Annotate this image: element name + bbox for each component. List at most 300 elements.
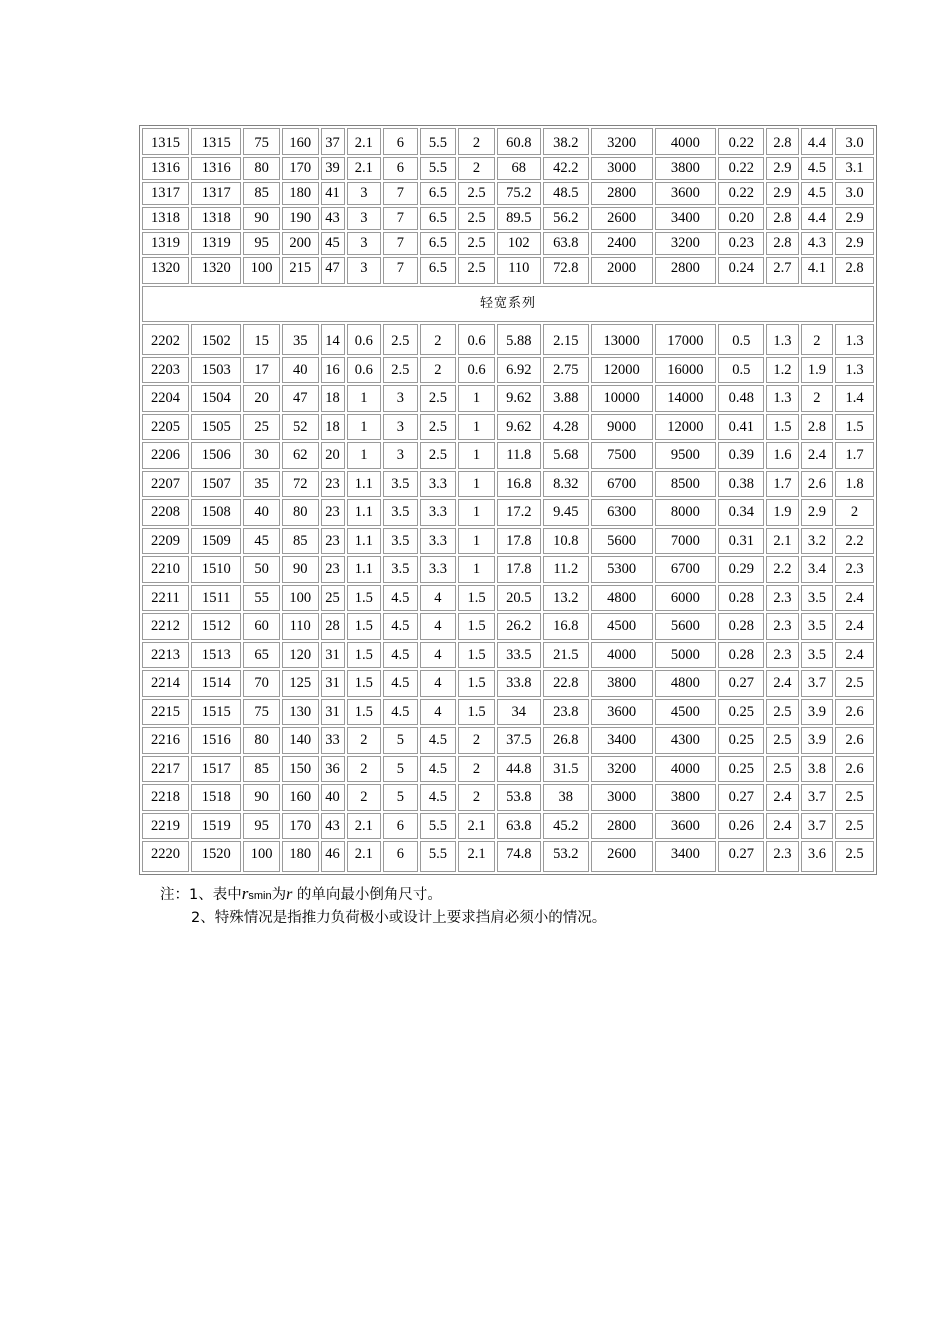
table-cell: 3.5 <box>383 556 418 583</box>
table-cell: 33.8 <box>497 670 541 697</box>
table-cell: 2.1 <box>458 841 495 872</box>
table-cell: 3 <box>383 385 418 412</box>
table-row <box>142 499 874 526</box>
table-cell: 1.5 <box>458 642 495 669</box>
section-header <box>142 286 874 322</box>
table-cell: 1.4 <box>835 385 874 412</box>
table-cell: 3 <box>347 182 382 205</box>
table-cell: 4 <box>420 613 457 640</box>
table-cell: 2800 <box>591 182 653 205</box>
table-cell: 31.5 <box>543 756 589 783</box>
table-cell: 6 <box>383 813 418 840</box>
table-cell: 2217 <box>142 756 189 783</box>
table-cell: 3600 <box>655 813 717 840</box>
table-row <box>142 157 874 180</box>
table-cell: 2.4 <box>766 670 798 697</box>
table-cell: 2.3 <box>835 556 874 583</box>
table-row <box>142 232 874 255</box>
table-cell: 90 <box>282 556 319 583</box>
table-cell: 80 <box>243 727 280 754</box>
table-cell: 3.3 <box>420 471 457 498</box>
table-cell: 4500 <box>591 613 653 640</box>
table-row <box>142 257 874 284</box>
table-cell: 180 <box>282 182 319 205</box>
table-cell: 1.3 <box>835 357 874 384</box>
table-cell: 4.4 <box>801 128 833 155</box>
table-cell: 0.5 <box>718 357 764 384</box>
table-cell: 3.5 <box>383 471 418 498</box>
table-cell: 1507 <box>191 471 241 498</box>
table-cell: 1.3 <box>766 324 798 355</box>
table-cell: 5600 <box>591 528 653 555</box>
table-cell: 102 <box>497 232 541 255</box>
table-cell: 160 <box>282 784 319 811</box>
table-cell: 1519 <box>191 813 241 840</box>
table-cell: 0.27 <box>718 784 764 811</box>
table-cell: 1510 <box>191 556 241 583</box>
table-cell: 2 <box>347 784 382 811</box>
table-cell: 1319 <box>142 232 189 255</box>
table-cell: 0.25 <box>718 699 764 726</box>
table-cell: 23 <box>321 528 345 555</box>
table-cell: 0.22 <box>718 128 764 155</box>
table-cell: 0.6 <box>458 357 495 384</box>
table-cell: 63.8 <box>497 813 541 840</box>
table-cell: 1512 <box>191 613 241 640</box>
table-cell: 60 <box>243 613 280 640</box>
table-cell: 17.8 <box>497 528 541 555</box>
table-cell: 2220 <box>142 841 189 872</box>
table-cell: 0.41 <box>718 414 764 441</box>
table-cell: 2800 <box>591 813 653 840</box>
table-cell: 85 <box>282 528 319 555</box>
table-cell: 12000 <box>655 414 717 441</box>
table-cell: 1 <box>347 385 382 412</box>
table-cell: 0.38 <box>718 471 764 498</box>
table-cell: 4 <box>420 585 457 612</box>
table-cell: 0.5 <box>718 324 764 355</box>
table-cell: 2 <box>458 128 495 155</box>
table-cell: 2.5 <box>835 813 874 840</box>
table-cell: 215 <box>282 257 319 284</box>
table-cell: 11.2 <box>543 556 589 583</box>
table-cell: 26.8 <box>543 727 589 754</box>
table-cell: 5 <box>383 727 418 754</box>
table-cell: 85 <box>243 756 280 783</box>
table-cell: 75 <box>243 699 280 726</box>
table-cell: 41 <box>321 182 345 205</box>
table-cell: 1318 <box>142 207 189 230</box>
table-cell: 28 <box>321 613 345 640</box>
table-cell: 3.3 <box>420 499 457 526</box>
table-cell: 4.1 <box>801 257 833 284</box>
table-cell: 48.5 <box>543 182 589 205</box>
table-cell: 8.32 <box>543 471 589 498</box>
table-cell: 4000 <box>655 756 717 783</box>
table-cell: 3.0 <box>835 182 874 205</box>
table-cell: 65 <box>243 642 280 669</box>
table-cell: 38.2 <box>543 128 589 155</box>
table-cell: 5.88 <box>497 324 541 355</box>
table-row <box>142 556 874 583</box>
table-cell: 3800 <box>655 784 717 811</box>
table-cell: 7 <box>383 207 418 230</box>
table-cell: 1316 <box>191 157 241 180</box>
table-row <box>142 471 874 498</box>
table-cell: 4.5 <box>801 157 833 180</box>
table-cell: 1.5 <box>458 670 495 697</box>
table-cell: 2 <box>801 385 833 412</box>
table-cell: 1.6 <box>766 442 798 469</box>
table-cell: 4800 <box>655 670 717 697</box>
table-cell: 1506 <box>191 442 241 469</box>
table-cell: 6 <box>383 157 418 180</box>
table-cell: 5300 <box>591 556 653 583</box>
table-cell: 4.5 <box>383 613 418 640</box>
table-cell: 33 <box>321 727 345 754</box>
table-cell: 2.5 <box>458 182 495 205</box>
table-cell: 2.1 <box>347 813 382 840</box>
table-cell: 4000 <box>591 642 653 669</box>
table-cell: 2.2 <box>766 556 798 583</box>
table-cell: 53.2 <box>543 841 589 872</box>
table-cell: 0.28 <box>718 585 764 612</box>
table-cell: 110 <box>282 613 319 640</box>
table-cell: 60.8 <box>497 128 541 155</box>
table-cell: 2.9 <box>766 157 798 180</box>
table-row <box>142 207 874 230</box>
table-cell: 0.28 <box>718 613 764 640</box>
table-cell: 2219 <box>142 813 189 840</box>
table-cell: 2.6 <box>835 756 874 783</box>
table-cell: 1.5 <box>458 613 495 640</box>
table-cell: 2.3 <box>766 585 798 612</box>
table-cell: 2204 <box>142 385 189 412</box>
table-cell: 6.5 <box>420 257 457 284</box>
table-cell: 2.5 <box>383 357 418 384</box>
table-cell: 9.62 <box>497 414 541 441</box>
table-cell: 1317 <box>142 182 189 205</box>
table-cell: 3600 <box>591 699 653 726</box>
table-cell: 0.6 <box>347 357 382 384</box>
table-cell: 31 <box>321 670 345 697</box>
table-cell: 0.25 <box>718 727 764 754</box>
table-cell: 2212 <box>142 613 189 640</box>
table-cell: 2.8 <box>801 414 833 441</box>
table-cell: 35 <box>282 324 319 355</box>
table-cell: 4.4 <box>801 207 833 230</box>
table-cell: 55 <box>243 585 280 612</box>
table-cell: 1514 <box>191 670 241 697</box>
table-cell: 3.3 <box>420 556 457 583</box>
table-cell: 3400 <box>655 841 717 872</box>
r-smin-symbol: rsmin <box>241 884 272 903</box>
table-cell: 2 <box>420 324 457 355</box>
table-cell: 100 <box>282 585 319 612</box>
table-cell: 4.5 <box>383 670 418 697</box>
table-cell: 4300 <box>655 727 717 754</box>
table-cell: 2.8 <box>766 232 798 255</box>
table-cell: 80 <box>282 499 319 526</box>
table-cell: 23 <box>321 556 345 583</box>
table-cell: 3.5 <box>801 585 833 612</box>
table-cell: 2214 <box>142 670 189 697</box>
table-row <box>142 670 874 697</box>
table-cell: 1515 <box>191 699 241 726</box>
table-cell: 4000 <box>655 128 717 155</box>
table-cell: 2000 <box>591 257 653 284</box>
table-cell: 4800 <box>591 585 653 612</box>
table-cell: 1.3 <box>835 324 874 355</box>
table-cell: 200 <box>282 232 319 255</box>
table-cell: 1.1 <box>347 528 382 555</box>
table-cell: 2.6 <box>835 727 874 754</box>
table-cell: 3.4 <box>801 556 833 583</box>
table-cell: 0.28 <box>718 642 764 669</box>
table-cell: 110 <box>497 257 541 284</box>
table-cell: 1509 <box>191 528 241 555</box>
table-cell: 2205 <box>142 414 189 441</box>
table-cell: 72 <box>282 471 319 498</box>
table-cell: 1 <box>458 385 495 412</box>
table-cell: 56.2 <box>543 207 589 230</box>
table-cell: 0.29 <box>718 556 764 583</box>
table-cell: 2.1 <box>347 157 382 180</box>
table-row <box>142 841 874 872</box>
table-cell: 6.5 <box>420 232 457 255</box>
table-cell: 45 <box>321 232 345 255</box>
table-cell: 1.9 <box>801 357 833 384</box>
table-cell: 1504 <box>191 385 241 412</box>
table-cell: 3600 <box>655 182 717 205</box>
table-cell: 2.4 <box>766 813 798 840</box>
table-row <box>142 528 874 555</box>
table-row <box>142 442 874 469</box>
table-cell: 42.2 <box>543 157 589 180</box>
table-cell: 6.5 <box>420 207 457 230</box>
table-cell: 2400 <box>591 232 653 255</box>
table-cell: 4 <box>420 642 457 669</box>
table-cell: 4.5 <box>420 756 457 783</box>
table-cell: 0.48 <box>718 385 764 412</box>
table-cell: 3.1 <box>835 157 874 180</box>
table-row <box>142 357 874 384</box>
table-cell: 95 <box>243 813 280 840</box>
note-2: 2、特殊情况是指推力负荷极小或设计上要求挡肩必须小的情况。 <box>191 910 607 926</box>
table-cell: 6 <box>383 128 418 155</box>
table-cell: 2.7 <box>766 257 798 284</box>
table-cell: 47 <box>282 385 319 412</box>
table-cell: 1 <box>458 528 495 555</box>
table-cell: 3200 <box>655 232 717 255</box>
table-cell: 74.8 <box>497 841 541 872</box>
table-cell: 23 <box>321 471 345 498</box>
table-cell: 100 <box>243 841 280 872</box>
table-cell: 20.5 <box>497 585 541 612</box>
table-row <box>142 756 874 783</box>
table-cell: 1.5 <box>347 585 382 612</box>
table-cell: 1320 <box>191 257 241 284</box>
bearing-spec-table-container <box>139 125 877 875</box>
note-1: 注：1、表中rsmin为r 的单向最小倒角尺寸。 <box>160 884 442 903</box>
table-cell: 1.5 <box>347 613 382 640</box>
table-cell: 7 <box>383 182 418 205</box>
table-row <box>142 642 874 669</box>
table-cell: 14 <box>321 324 345 355</box>
table-cell: 4 <box>420 670 457 697</box>
table-cell: 170 <box>282 157 319 180</box>
table-cell: 2.9 <box>835 207 874 230</box>
table-cell: 2600 <box>591 207 653 230</box>
light-wide-series-rows <box>142 324 874 872</box>
table-cell: 52 <box>282 414 319 441</box>
table-cell: 3.2 <box>801 528 833 555</box>
table-cell: 16.8 <box>497 471 541 498</box>
table-cell: 1511 <box>191 585 241 612</box>
table-cell: 1.7 <box>766 471 798 498</box>
table-cell: 2.5 <box>420 385 457 412</box>
table-row <box>142 128 874 155</box>
table-cell: 2.75 <box>543 357 589 384</box>
table-cell: 2.5 <box>420 442 457 469</box>
table-cell: 3 <box>383 442 418 469</box>
table-cell: 2 <box>420 357 457 384</box>
table-cell: 72.8 <box>543 257 589 284</box>
table-cell: 3200 <box>591 756 653 783</box>
table-cell: 2.4 <box>766 784 798 811</box>
table-cell: 1316 <box>142 157 189 180</box>
table-cell: 23 <box>321 499 345 526</box>
table-cell: 3.8 <box>801 756 833 783</box>
table-cell: 35 <box>243 471 280 498</box>
table-cell: 0.6 <box>347 324 382 355</box>
table-cell: 2216 <box>142 727 189 754</box>
table-cell: 25 <box>243 414 280 441</box>
table-cell: 1.1 <box>347 499 382 526</box>
table-cell: 2.5 <box>458 257 495 284</box>
table-cell: 1.5 <box>347 642 382 669</box>
table-cell: 4.3 <box>801 232 833 255</box>
table-cell: 2 <box>347 756 382 783</box>
table-cell: 3200 <box>591 128 653 155</box>
table-cell: 2207 <box>142 471 189 498</box>
table-row <box>142 414 874 441</box>
table-cell: 1513 <box>191 642 241 669</box>
table-cell: 0.25 <box>718 756 764 783</box>
table-cell: 89.5 <box>497 207 541 230</box>
table-cell: 1.5 <box>835 414 874 441</box>
table-cell: 1318 <box>191 207 241 230</box>
table-cell: 1 <box>458 556 495 583</box>
table-cell: 43 <box>321 813 345 840</box>
table-cell: 3000 <box>591 784 653 811</box>
table-row <box>142 699 874 726</box>
table-cell: 125 <box>282 670 319 697</box>
table-cell: 6700 <box>591 471 653 498</box>
table-cell: 0.39 <box>718 442 764 469</box>
table-cell: 40 <box>243 499 280 526</box>
table-row <box>142 613 874 640</box>
table-cell: 5 <box>383 784 418 811</box>
table-cell: 1517 <box>191 756 241 783</box>
table-cell: 3 <box>347 207 382 230</box>
table-cell: 160 <box>282 128 319 155</box>
table-cell: 20 <box>243 385 280 412</box>
table-cell: 9.62 <box>497 385 541 412</box>
table-cell: 2.4 <box>835 642 874 669</box>
table-cell: 0.24 <box>718 257 764 284</box>
table-cell: 1315 <box>142 128 189 155</box>
table-cell: 170 <box>282 813 319 840</box>
table-cell: 3400 <box>591 727 653 754</box>
table-cell: 4.5 <box>383 585 418 612</box>
table-cell: 1.1 <box>347 471 382 498</box>
table-cell: 2.1 <box>347 128 382 155</box>
table-cell: 62 <box>282 442 319 469</box>
table-cell: 80 <box>243 157 280 180</box>
table-cell: 36 <box>321 756 345 783</box>
table-cell: 63.8 <box>543 232 589 255</box>
table-cell: 6 <box>383 841 418 872</box>
table-cell: 5.5 <box>420 128 457 155</box>
table-cell: 3.5 <box>383 528 418 555</box>
table-cell: 150 <box>282 756 319 783</box>
table-cell: 5.5 <box>420 813 457 840</box>
table-cell: 1.5 <box>458 699 495 726</box>
table-cell: 1315 <box>191 128 241 155</box>
table-cell: 2.4 <box>801 442 833 469</box>
table-cell: 7500 <box>591 442 653 469</box>
table-cell: 2210 <box>142 556 189 583</box>
table-cell: 1.5 <box>458 585 495 612</box>
table-cell: 70 <box>243 670 280 697</box>
table-cell: 0.22 <box>718 182 764 205</box>
table-cell: 2 <box>458 157 495 180</box>
table-cell: 1 <box>458 414 495 441</box>
table-cell: 45 <box>243 528 280 555</box>
table-cell: 10000 <box>591 385 653 412</box>
table-cell: 3.5 <box>801 613 833 640</box>
table-cell: 2800 <box>655 257 717 284</box>
table-cell: 0.22 <box>718 157 764 180</box>
table-cell: 16 <box>321 357 345 384</box>
table-cell: 1503 <box>191 357 241 384</box>
table-cell: 120 <box>282 642 319 669</box>
table-cell: 1502 <box>191 324 241 355</box>
table-cell: 4500 <box>655 699 717 726</box>
table-cell: 25 <box>321 585 345 612</box>
table-cell: 3.6 <box>801 841 833 872</box>
table-cell: 2 <box>835 499 874 526</box>
table-cell: 5000 <box>655 642 717 669</box>
table-cell: 16.8 <box>543 613 589 640</box>
table-cell: 1.1 <box>347 556 382 583</box>
table-cell: 9000 <box>591 414 653 441</box>
table-cell: 2208 <box>142 499 189 526</box>
table-cell: 4.5 <box>383 642 418 669</box>
table-cell: 3.0 <box>835 128 874 155</box>
table-cell: 2215 <box>142 699 189 726</box>
table-cell: 3800 <box>655 157 717 180</box>
table-cell: 3 <box>347 257 382 284</box>
table-cell: 100 <box>243 257 280 284</box>
table-cell: 1520 <box>191 841 241 872</box>
table-cell: 1.5 <box>347 670 382 697</box>
table-cell: 1.7 <box>835 442 874 469</box>
table-cell: 15 <box>243 324 280 355</box>
table-row <box>142 324 874 355</box>
table-cell: 21.5 <box>543 642 589 669</box>
